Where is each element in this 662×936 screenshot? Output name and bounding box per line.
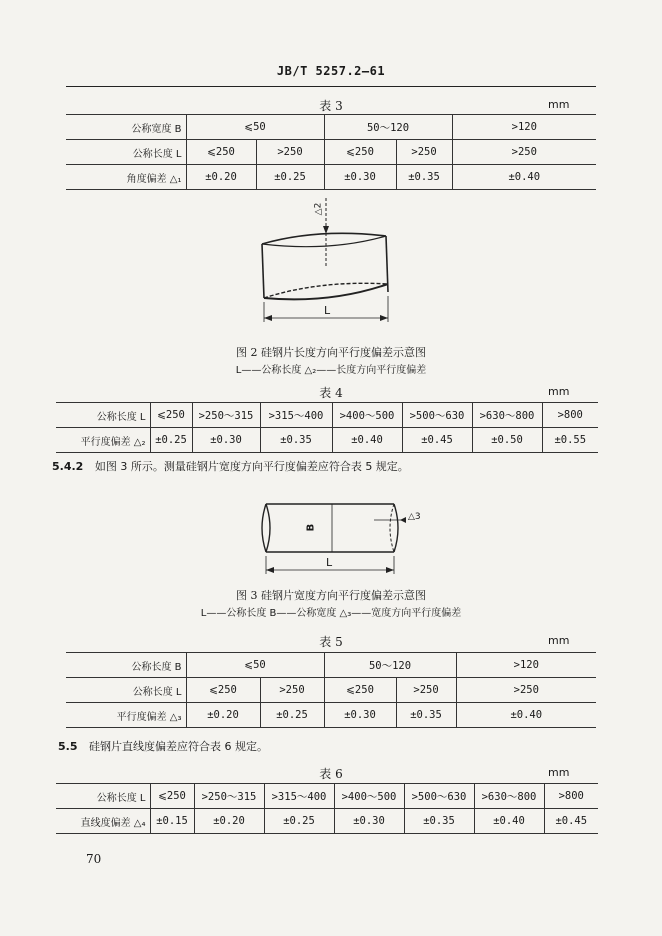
figure2-caption: 图 2 硅钢片长度方向平行度偏差示意图 bbox=[236, 346, 426, 359]
table-cell: >315～400 bbox=[260, 403, 332, 428]
table-cell: ±0.20 bbox=[186, 165, 256, 190]
table-cell: 公称长度 L bbox=[56, 403, 150, 428]
table-cell: ⩽250 bbox=[150, 784, 194, 809]
table4-unit: mm bbox=[548, 385, 570, 398]
table-cell: >250 bbox=[456, 678, 596, 703]
table-cell: ±0.30 bbox=[334, 809, 404, 834]
table-cell: >800 bbox=[542, 403, 598, 428]
table-cell: 50～120 bbox=[324, 115, 452, 140]
table-row bbox=[66, 115, 596, 140]
table-cell: ±0.40 bbox=[456, 703, 596, 728]
figure3-delta-label: △3 bbox=[408, 512, 421, 522]
table-cell: ±0.25 bbox=[256, 165, 324, 190]
table-cell: ⩽250 bbox=[324, 678, 396, 703]
table-cell: ⩽250 bbox=[150, 403, 192, 428]
clause-5-4-2 bbox=[52, 458, 409, 474]
table-cell: >315～400 bbox=[264, 784, 334, 809]
clause-5-5 bbox=[58, 738, 268, 754]
figure3-length-label: L bbox=[326, 556, 333, 569]
table-cell: ±0.25 bbox=[264, 809, 334, 834]
table-cell: ±0.25 bbox=[150, 428, 192, 453]
table-row bbox=[56, 403, 598, 428]
figure3-width-label: B bbox=[305, 523, 317, 532]
table-cell: >250～315 bbox=[194, 784, 264, 809]
figure2-length-label: L bbox=[324, 304, 331, 317]
table-cell: ⩽250 bbox=[186, 140, 256, 165]
table-row bbox=[66, 653, 596, 678]
table-cell: ⩽250 bbox=[324, 140, 396, 165]
table-cell: ±0.30 bbox=[324, 703, 396, 728]
page-number: 70 bbox=[86, 852, 102, 866]
table-cell: ⩽50 bbox=[186, 115, 324, 140]
table-cell: >250 bbox=[256, 140, 324, 165]
table-cell: >800 bbox=[544, 784, 598, 809]
table-cell: ±0.20 bbox=[194, 809, 264, 834]
table5 bbox=[66, 652, 596, 728]
table-cell: >250 bbox=[396, 678, 456, 703]
figure3-caption: 图 3 硅钢片宽度方向平行度偏差示意图 bbox=[236, 589, 426, 602]
table-cell: >500～630 bbox=[404, 784, 474, 809]
table-cell: >250 bbox=[260, 678, 324, 703]
table-cell: ±0.50 bbox=[472, 428, 542, 453]
table-cell: 直线度偏差 △₄ bbox=[56, 809, 150, 834]
table-cell: ±0.45 bbox=[544, 809, 598, 834]
table-cell: ±0.40 bbox=[452, 165, 596, 190]
table-cell: ±0.35 bbox=[396, 703, 456, 728]
table-cell: >120 bbox=[456, 653, 596, 678]
table-cell: ±0.30 bbox=[324, 165, 396, 190]
table-cell: ±0.55 bbox=[542, 428, 598, 453]
table-row bbox=[66, 140, 596, 165]
table-cell: ±0.45 bbox=[402, 428, 472, 453]
table-cell: >400～500 bbox=[334, 784, 404, 809]
table-cell: ±0.15 bbox=[150, 809, 194, 834]
figure3-legend: L——公称长度 B——公称宽度 △₃——宽度方向平行度偏差 bbox=[200, 608, 462, 619]
clause-text: 硅钢片直线度偏差应符合表 6 规定。 bbox=[89, 740, 268, 753]
table-cell: 50～120 bbox=[324, 653, 456, 678]
table3 bbox=[66, 114, 596, 190]
table-cell: >250 bbox=[396, 140, 452, 165]
table-cell: ±0.35 bbox=[396, 165, 452, 190]
table-cell: ±0.30 bbox=[192, 428, 260, 453]
header-rule bbox=[66, 86, 596, 87]
table3-caption: 表 3 bbox=[319, 99, 343, 113]
table-row bbox=[56, 428, 598, 453]
table-cell: >120 bbox=[452, 115, 596, 140]
table-cell: >500～630 bbox=[402, 403, 472, 428]
clause-text: 如图 3 所示。测量硅钢片宽度方向平行度偏差应符合表 5 规定。 bbox=[94, 460, 409, 473]
table-cell: >250 bbox=[452, 140, 596, 165]
table5-caption: 表 5 bbox=[319, 635, 343, 649]
table-cell: 平行度偏差 △₂ bbox=[56, 428, 150, 453]
table-cell: 公称长度 L bbox=[56, 784, 150, 809]
table-cell: >630～800 bbox=[472, 403, 542, 428]
table4-caption: 表 4 bbox=[319, 386, 343, 400]
figure2-legend: L——公称长度 △₂——长度方向平行度偏差 bbox=[235, 365, 427, 376]
table4 bbox=[56, 402, 598, 453]
table-cell: >400～500 bbox=[332, 403, 402, 428]
clause-number: 5.4.2 bbox=[52, 460, 84, 473]
table-cell: 平行度偏差 △₃ bbox=[66, 703, 186, 728]
table-row bbox=[66, 703, 596, 728]
table6 bbox=[56, 783, 598, 834]
table-cell: ⩽50 bbox=[186, 653, 324, 678]
table-cell: >250～315 bbox=[192, 403, 260, 428]
table-cell: ⩽250 bbox=[186, 678, 260, 703]
clause-number: 5.5 bbox=[58, 740, 78, 753]
table-cell: ±0.40 bbox=[474, 809, 544, 834]
table-cell: 公称长度 B bbox=[66, 653, 186, 678]
table-cell: 公称长度 L bbox=[66, 678, 186, 703]
table-row bbox=[66, 678, 596, 703]
table-cell: 公称长度 L bbox=[66, 140, 186, 165]
table-cell: 公称宽度 B bbox=[66, 115, 186, 140]
figure2-delta-label: △2 bbox=[313, 202, 324, 216]
table-row bbox=[66, 165, 596, 190]
table3-unit: mm bbox=[548, 98, 570, 111]
table-cell: 角度偏差 △₁ bbox=[66, 165, 186, 190]
standard-code-header: JB/T 5257.2—61 bbox=[276, 64, 386, 78]
table-cell: ±0.35 bbox=[260, 428, 332, 453]
table-row bbox=[56, 809, 598, 834]
table-cell: ±0.25 bbox=[260, 703, 324, 728]
table-cell: ±0.40 bbox=[332, 428, 402, 453]
figure3-diagram bbox=[254, 498, 424, 580]
table-cell: ±0.20 bbox=[186, 703, 260, 728]
table-cell: >630～800 bbox=[474, 784, 544, 809]
table-cell: ±0.35 bbox=[404, 809, 474, 834]
table5-unit: mm bbox=[548, 634, 570, 647]
table6-caption: 表 6 bbox=[319, 767, 343, 781]
table6-unit: mm bbox=[548, 766, 570, 779]
table-row bbox=[56, 784, 598, 809]
